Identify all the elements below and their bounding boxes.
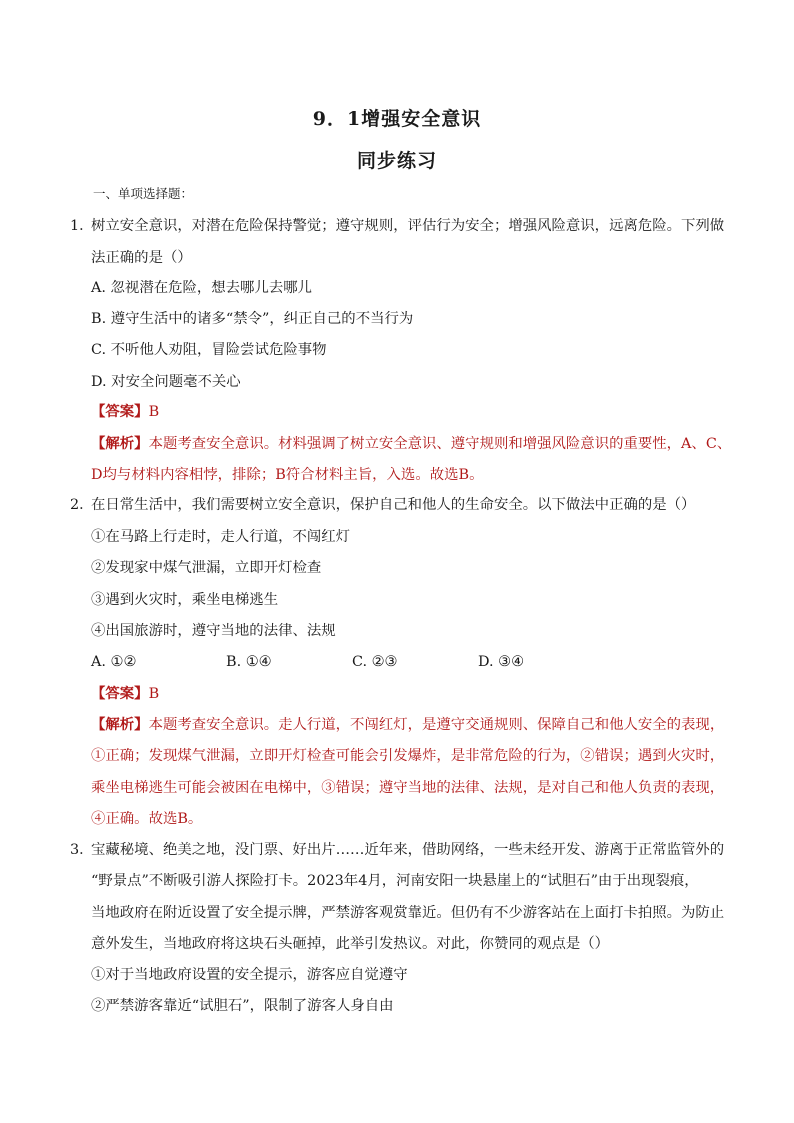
question-number: 3． — [70, 842, 94, 858]
analysis-line — [91, 715, 724, 735]
option-a: A. ①② — [91, 654, 137, 670]
question-stem-line: 当地政府在附近设置了安全提示牌，严禁游客观赏靠近。但仍有不少游客站在上面打卡拍照。为防止 — [91, 905, 725, 921]
document-title: 9．1增强安全意识 — [312, 108, 482, 130]
statement-2: ②严禁游客靠近“试胆石”，限制了游客人身自由 — [91, 998, 394, 1014]
question-stem-line: 在日常生活中，我们需要树立安全意识，保护自己和他人的生命安全。以下做法中正确的是（） — [91, 497, 696, 513]
analysis-text: ①正确；发现煤气泄漏，立即开灯检查可能会引发爆炸，是非常危险的行为，②错误；遇到火灾时， — [91, 748, 725, 764]
option-a: A. 忽视潜在危险，想去哪儿去哪儿 — [91, 280, 313, 296]
statement-1: ①对于当地政府设置的安全提示，游客应自觉遵守 — [91, 967, 408, 983]
question-stem-line: 法正确的是（） — [91, 250, 192, 266]
answer-value: B — [148, 404, 160, 420]
option-b: B. ①④ — [226, 654, 272, 670]
analysis-line — [91, 434, 731, 454]
question-stem-line: 意外发生，当地政府将这块石头砸掉，此举引发热议。对此，你赞同的观点是（） — [91, 936, 610, 952]
statement-3: ③遇到火灾时，乘坐电梯逃生 — [91, 592, 279, 608]
statement-2: ②发现家中煤气泄漏，立即开灯检查 — [91, 560, 322, 576]
question-number: 2． — [70, 497, 94, 513]
option-b: B. 遵守生活中的诸多“禁令”，纠正自己的不当行为 — [91, 311, 414, 327]
question-stem-line: “野景点”不断吸引游人探险打卡。2023年4月，河南安阳一块悬崖上的“试胆石”由于出现裂痕， — [91, 873, 699, 889]
question-stem-line: 树立安全意识，对潜在危险保持警觉；遵守规则，评估行为安全；增强风险意识，远离危险。下列做 — [91, 218, 725, 234]
analysis-label: 【解析】 — [91, 435, 149, 452]
document-subtitle: 同步练习 — [356, 150, 437, 172]
statement-1: ①在马路上行走时，走人行道，不闯红灯 — [91, 529, 351, 545]
analysis-text: 本题考查安全意识。走人行道，不闯红灯，是遵守交通规则、保障自己和他人安全的表现， — [148, 717, 725, 733]
analysis-text: ④正确。故选B。 — [91, 811, 203, 827]
question-stem-line: 宝藏秘境、绝美之地，没门票、好出片……近年来，借助网络，一些未经开发、游离于正常监管外的 — [91, 842, 725, 858]
option-d: D. 对安全问题毫不关心 — [91, 374, 241, 390]
answer-label: 【答案】 — [91, 403, 149, 420]
option-d: D. ③④ — [478, 654, 524, 670]
answer-label: 【答案】 — [91, 685, 149, 702]
section-heading: 一、单项选择题： — [93, 186, 194, 201]
analysis-text: 本题考查安全意识。材料强调了树立安全意识、遵守规则和增强风险意识的重要性，A、C、 — [148, 436, 732, 452]
analysis-text: 乘坐电梯逃生可能会被困在电梯中，③错误；遵守当地的法律、法规，是对自己和他人负责的表现， — [91, 780, 725, 796]
answer-line — [91, 402, 159, 422]
answer-value: B — [148, 686, 160, 702]
question-number: 1． — [70, 218, 94, 234]
statement-4: ④出国旅游时，遵守当地的法律、法规 — [91, 623, 336, 639]
analysis-text: D均与材料内容相悖，排除；B符合材料主旨，入选。故选B。 — [91, 467, 484, 483]
answer-line — [91, 684, 159, 704]
analysis-label: 【解析】 — [91, 716, 149, 733]
option-c: C. ②③ — [352, 654, 398, 670]
option-c: C. 不听他人劝阻，冒险尝试危险事物 — [91, 342, 327, 358]
